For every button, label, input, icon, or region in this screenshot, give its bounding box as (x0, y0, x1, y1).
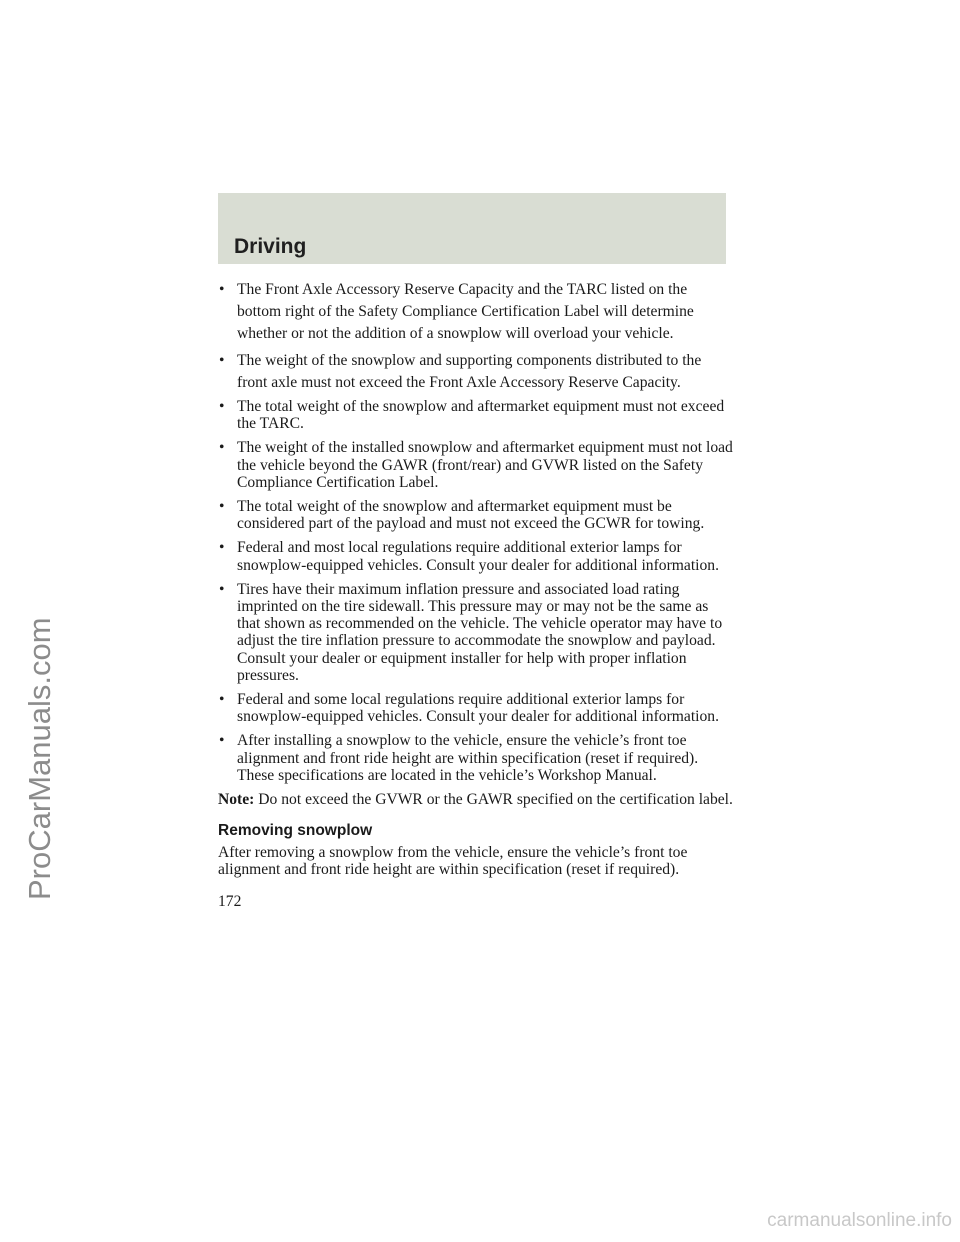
bullet-item-2 (218, 350, 733, 394)
bullet-item-5 (218, 498, 733, 532)
bullet-item-3 (218, 398, 733, 432)
removing-snowplow-heading: Removing snowplow (218, 822, 373, 840)
bullet-glyph: • (219, 281, 225, 298)
bullet-text: Federal and some local regulations require additional exterior lamps for snowplow-equipped vehicles. Consult your dealer for additional information. (237, 691, 719, 726)
bullet-text: The weight of the snowplow and supporting components distributed to the front axle must not exceed the Front Axle Accessory Reserve Capacity. (237, 351, 702, 391)
bullet-glyph: • (219, 691, 225, 709)
bullet-glyph: • (219, 398, 225, 416)
bullet-text: Tires have their maximum inflation pressure and associated load rating imprinted on the tire sidewall. This pressure may or may not be the same as that shown as recommended on the vehicle. The vehicle operator may have to adjust the tire inflation pressure to accommodate the snowplow and payload. Consult your dealer or equipment installer for help with proper inflation pressures. (237, 580, 723, 684)
page-content (218, 279, 733, 910)
bullet-glyph: • (219, 732, 225, 750)
section-header-band (218, 193, 726, 264)
page-number: 172 (218, 892, 242, 910)
bullet-text: The weight of the installed snowplow and aftermarket equipment must not load the vehicle beyond the GAWR (front/rear) and GVWR listed on the Safety Compliance Certification Label. (237, 439, 733, 491)
bottom-watermark: carmanualsonline.info (767, 1210, 952, 1231)
removing-snowplow-text: After removing a snowplow from the vehicle, ensure the vehicle’s front toe alignment and front ride height are within specification (reset if required). (218, 844, 688, 879)
note-paragraph (218, 791, 733, 808)
bullet-glyph: • (219, 580, 225, 598)
bullet-item-9 (218, 732, 733, 784)
side-watermark-text: ProCarManuals.com (22, 617, 57, 900)
note-text: Do not exceed the GVWR or the GAWR specified on the certification label. (258, 791, 733, 809)
bullet-text: The total weight of the snowplow and aftermarket equipment must be considered part of the payload and must not exceed the GCWR for towing. (237, 498, 705, 533)
section-title: Driving (234, 235, 307, 258)
bullet-text: After installing a snowplow to the vehicle, ensure the vehicle’s front toe alignment and front ride height are within specification (reset if required). These specifications are located in the vehicle’s Workshop Manual. (237, 732, 699, 784)
bullet-glyph: • (219, 498, 225, 516)
bullet-glyph: • (219, 539, 225, 557)
bullet-item-1 (218, 279, 733, 346)
snowplow-bullet-list (218, 279, 733, 784)
bullet-text: Federal and most local regulations require additional exterior lamps for snowplow-equipped vehicles. Consult your dealer for additional information. (237, 539, 719, 574)
bullet-item-7 (218, 581, 733, 684)
bullet-item-8 (218, 691, 733, 725)
bullet-item-6 (218, 539, 733, 573)
bullet-text: The total weight of the snowplow and aftermarket equipment must not exceed the TARC. (237, 398, 725, 433)
note-label: Note: (218, 791, 255, 809)
bullet-glyph: • (219, 351, 225, 369)
bullet-item-4 (218, 439, 733, 491)
bullet-text: The Front Axle Accessory Reserve Capacity and the TARC listed on the bottom right of the Safety Compliance Certification Label will determine whether or not the addition of a snowplow will overload your vehicle. (237, 281, 694, 343)
bullet-glyph: • (219, 439, 225, 457)
side-watermark (14, 512, 60, 902)
